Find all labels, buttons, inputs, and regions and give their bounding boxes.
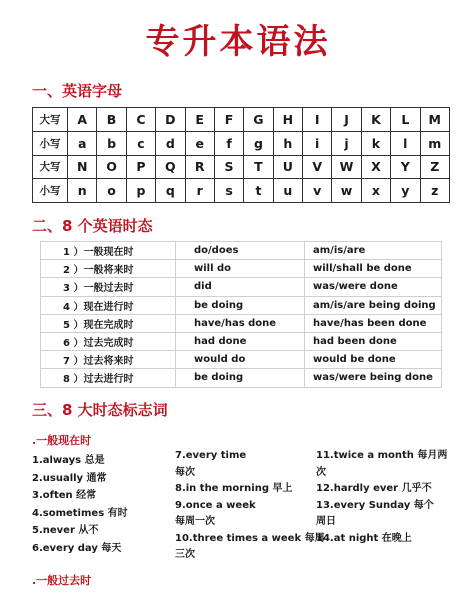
marker-line: 4.sometimes 有时: [32, 507, 128, 519]
marker-line: 10.three times a week 每周: [175, 532, 325, 544]
tense-name: 6 ）过去完成时: [41, 332, 176, 350]
marker-line: 11.twice a month 每月两: [316, 450, 448, 461]
alphabet-letter: o: [97, 179, 126, 203]
marker-column-3: [316, 448, 447, 547]
alphabet-letter: u: [273, 179, 302, 203]
alphabet-letter: y: [391, 179, 420, 203]
tense-row: [41, 314, 442, 332]
alphabet-letter: q: [156, 179, 185, 203]
tense-name: 2 ）一般将来时: [41, 260, 176, 278]
tense-name: 3 ）一般过去时: [41, 278, 176, 296]
tense-passive-form: had been done: [305, 332, 442, 350]
alphabet-letter: Y: [391, 155, 420, 179]
alphabet-letter: H: [273, 108, 302, 132]
tense-passive-form: have/has been done: [305, 314, 442, 332]
alphabet-letter: v: [303, 179, 332, 203]
alphabet-letter: S: [214, 155, 243, 179]
alphabet-letter: n: [68, 179, 97, 203]
marker-line: 6.every day 每天: [32, 542, 122, 554]
marker-line: 每次: [175, 466, 195, 478]
alphabet-row: [33, 155, 450, 179]
alphabet-letter: p: [126, 179, 155, 203]
alphabet-row-label: 小写: [33, 179, 68, 203]
marker-line: 8.in the morning 早上: [175, 483, 293, 494]
tense-passive-form: will/shall be done: [305, 260, 442, 278]
alphabet-letter: a: [68, 131, 97, 155]
alphabet-letter: R: [185, 155, 214, 179]
tense-row: [41, 242, 442, 260]
alphabet-letter: h: [273, 131, 302, 155]
alphabet-letter: c: [126, 131, 155, 155]
section-heading-tenses: 二、8 个英语时态: [32, 217, 153, 235]
alphabet-letter: j: [332, 131, 361, 155]
tense-active-form: will do: [176, 260, 305, 278]
tense-passive-form: was/were being done: [305, 369, 442, 387]
alphabet-letter: P: [126, 155, 155, 179]
tense-name: 1 ）一般现在时: [41, 242, 176, 260]
alphabet-row: [33, 131, 450, 155]
alphabet-letter: M: [420, 108, 450, 132]
subheading-simple-past: .一般过去时: [32, 574, 92, 587]
alphabet-letter: z: [420, 179, 450, 203]
alphabet-letter: w: [332, 179, 361, 203]
alphabet-letter: Q: [156, 155, 185, 179]
section-heading-markers: 三、8 大时态标志词: [32, 401, 168, 419]
alphabet-letter: b: [97, 131, 126, 155]
alphabet-letter: l: [391, 131, 420, 155]
marker-line: 12.hardly ever 几乎不: [316, 483, 432, 494]
alphabet-letter: N: [68, 155, 97, 179]
marker-line: 13.every Sunday 每个: [316, 499, 434, 511]
alphabet-letter: U: [273, 155, 302, 179]
alphabet-letter: W: [332, 155, 361, 179]
alphabet-letter: f: [214, 131, 243, 155]
subheading-simple-present: .一般现在时: [32, 434, 92, 447]
tense-active-form: have/has done: [176, 314, 305, 332]
alphabet-letter: K: [361, 108, 390, 132]
alphabet-letter: B: [97, 108, 126, 132]
tense-name: 5 ）现在完成时: [41, 314, 176, 332]
alphabet-letter: s: [214, 179, 243, 203]
alphabet-letter: E: [185, 108, 214, 132]
tense-name: 8 ）过去进行时: [41, 369, 176, 387]
alphabet-letter: k: [361, 131, 390, 155]
alphabet-letter: A: [68, 108, 97, 132]
marker-line: 2.usually 通常: [32, 472, 107, 484]
alphabet-letter: J: [332, 108, 361, 132]
alphabet-row: [33, 179, 450, 203]
alphabet-letter: e: [185, 131, 214, 155]
marker-line: 每周一次: [175, 516, 215, 527]
alphabet-letter: x: [361, 179, 390, 203]
marker-line: 7.every time: [175, 450, 247, 461]
tense-row: [41, 351, 442, 369]
tenses-table: [40, 241, 442, 388]
alphabet-letter: X: [361, 155, 390, 179]
tense-name: 7 ）过去将来时: [41, 351, 176, 369]
marker-line: 周日: [316, 516, 336, 527]
alphabet-letter: T: [244, 155, 273, 179]
alphabet-letter: i: [303, 131, 332, 155]
alphabet-letter: G: [244, 108, 273, 132]
marker-column-2: [175, 448, 325, 564]
tense-active-form: be doing: [176, 369, 305, 387]
tense-passive-form: was/were done: [305, 278, 442, 296]
alphabet-row-label: 小写: [33, 131, 68, 155]
alphabet-letter: t: [244, 179, 273, 203]
section-heading-alphabet: 一、英语字母: [32, 82, 123, 100]
tense-active-form: had done: [176, 332, 305, 350]
alphabet-table: [32, 107, 450, 203]
alphabet-letter: V: [303, 155, 332, 179]
alphabet-row-label: 大写: [33, 108, 68, 132]
alphabet-letter: O: [97, 155, 126, 179]
marker-line: 1.always 总是: [32, 455, 105, 466]
alphabet-letter: m: [420, 131, 450, 155]
alphabet-letter: r: [185, 179, 214, 203]
tense-passive-form: am/is/are: [305, 242, 442, 260]
alphabet-letter: F: [214, 108, 243, 132]
alphabet-row-label: 大写: [33, 155, 68, 179]
alphabet-letter: D: [156, 108, 185, 132]
marker-line: 14.at night 在晚上: [316, 532, 412, 544]
alphabet-letter: C: [126, 108, 155, 132]
tense-name: 4 ）现在进行时: [41, 296, 176, 314]
alphabet-letter: Z: [420, 155, 450, 179]
tense-active-form: did: [176, 278, 305, 296]
marker-line: 5.never 从不: [32, 525, 99, 537]
tense-row: [41, 278, 442, 296]
alphabet-letter: I: [303, 108, 332, 132]
tense-row: [41, 332, 442, 350]
tense-active-form: would do: [176, 351, 305, 369]
alphabet-letter: L: [391, 108, 420, 132]
tense-passive-form: would be done: [305, 351, 442, 369]
alphabet-row: [33, 108, 450, 132]
tense-row: [41, 369, 442, 387]
alphabet-letter: g: [244, 131, 273, 155]
tense-row: [41, 260, 442, 278]
page-title: 专升本语法: [145, 22, 331, 62]
tense-passive-form: am/is/are being doing: [305, 296, 442, 314]
tense-row: [41, 296, 442, 314]
marker-column-1: [32, 452, 128, 558]
marker-line: 3.often 经常: [32, 490, 97, 502]
alphabet-letter: d: [156, 131, 185, 155]
marker-line: 9.once a week: [175, 499, 256, 511]
tense-active-form: do/does: [176, 242, 305, 260]
marker-line: 三次: [175, 549, 195, 560]
tense-active-form: be doing: [176, 296, 305, 314]
marker-line: 次: [316, 466, 326, 478]
